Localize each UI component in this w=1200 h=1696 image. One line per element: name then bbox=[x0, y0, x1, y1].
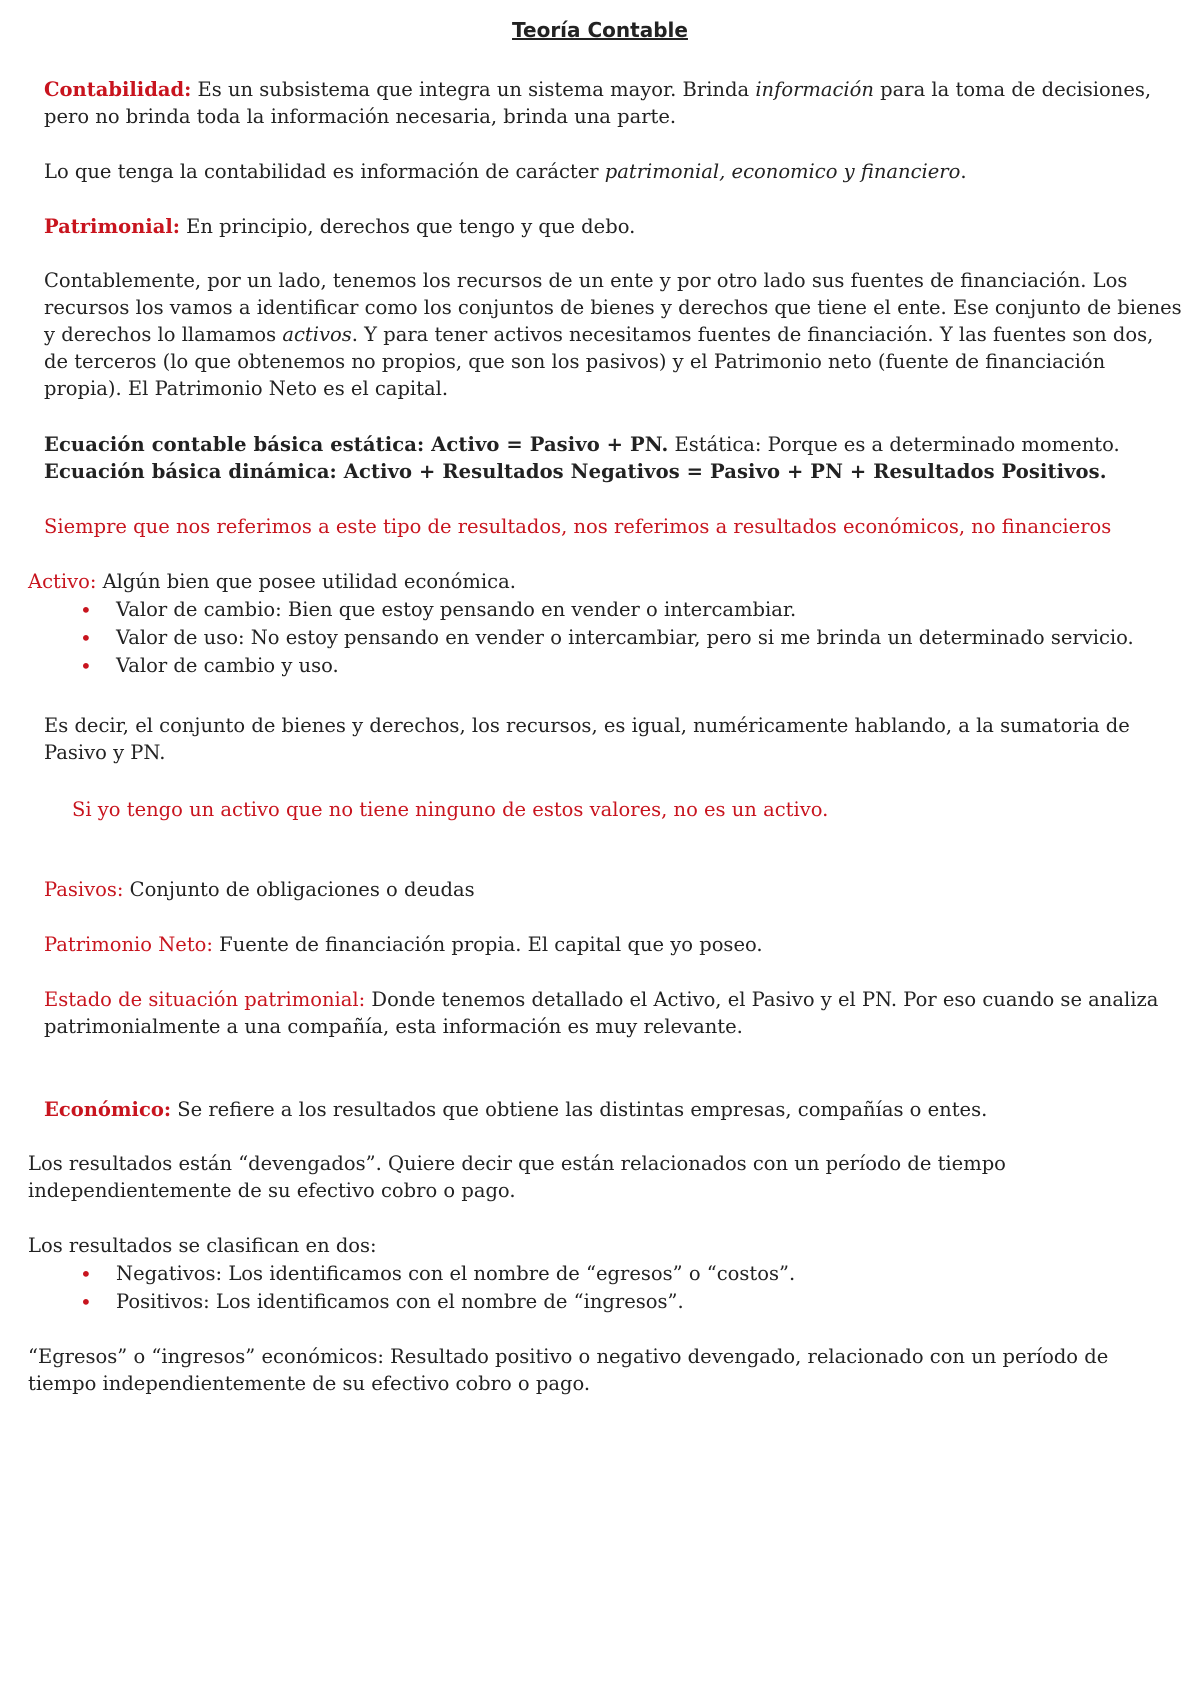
patrimonial-term: Patrimonial: bbox=[44, 215, 180, 238]
economico-text: Se refiere a los resultados que obtiene las distintas empresas, compañías o entes. bbox=[171, 1098, 988, 1121]
economico-term: Económico: bbox=[44, 1098, 172, 1121]
ecuacion-dinamica: Ecuación básica dinámica: Activo + Resultados Negativos = Pasivo + PN + Resultados Positivos. bbox=[44, 460, 1107, 483]
contabilidad-text-end: para la toma de decisiones, bbox=[873, 78, 1152, 101]
devengados-paragraph bbox=[28, 1150, 1006, 1204]
contablemente-line3: y derechos lo llamamos bbox=[44, 323, 283, 346]
contabilidad-term: Contabilidad: bbox=[44, 78, 192, 101]
contabilidad-italic: información bbox=[755, 78, 874, 101]
contablemente-line5: propia). El Patrimonio Neto es el capital. bbox=[44, 377, 449, 400]
ecuacion-estatica: Ecuación contable básica estática: Activo = Pasivo + PN. bbox=[44, 433, 669, 456]
list-item: • Positivos: Los identificamos con el nombre de “ingresos”. bbox=[80, 1288, 795, 1316]
devengados-line2: independientemente de su efectivo cobro o pago. bbox=[28, 1179, 516, 1202]
clasificacion-intro: Los resultados se clasifican en dos: bbox=[28, 1234, 377, 1257]
pasivos-text: Conjunto de obligaciones o deudas bbox=[123, 878, 475, 901]
estado-line2: patrimonialmente a una compañía, esta información es muy relevante. bbox=[44, 1015, 743, 1038]
list-item: • Valor de cambio y uso. bbox=[80, 652, 1134, 680]
estado-term: Estado de situación patrimonial: bbox=[44, 988, 366, 1011]
clasificacion-list bbox=[80, 1260, 795, 1316]
contablemente-italic: activos bbox=[282, 323, 352, 346]
contablemente-line3-end: . Y para tener activos necesitamos fuentes de financiación. Y las fuentes son dos, bbox=[351, 323, 1154, 346]
economico-paragraph bbox=[44, 1096, 987, 1123]
caracter-end: . bbox=[960, 160, 967, 183]
patrimonio-neto-term: Patrimonio Neto: bbox=[44, 933, 213, 956]
estado-text: Donde tenemos detallado el Activo, el Pasivo y el PN. Por eso cuando se analiza bbox=[365, 988, 1159, 1011]
caracter-italic: patrimonial, economico y financiero bbox=[604, 160, 961, 183]
patrimonio-neto-text: Fuente de financiación propia. El capital que yo poseo. bbox=[212, 933, 763, 956]
ecuaciones-block bbox=[44, 431, 1120, 485]
contablemente-line4: de terceros (lo que obtenemos no propios, que son los pasivos) y el Patrimonio neto (fuente de financiación bbox=[44, 350, 1106, 373]
es-decir-paragraph bbox=[44, 712, 1130, 766]
egresos-ingresos-line2: tiempo independientemente de su efectivo cobro o pago. bbox=[28, 1372, 591, 1395]
patrimonial-text: En principio, derechos que tengo y que debo. bbox=[179, 215, 636, 238]
patrimonio-neto-paragraph bbox=[44, 931, 763, 958]
contablemente-paragraph bbox=[44, 267, 1182, 402]
estado-paragraph bbox=[44, 986, 1158, 1040]
activo-term: Activo: bbox=[28, 570, 97, 593]
egresos-ingresos-paragraph bbox=[28, 1343, 1108, 1397]
list-item: • Negativos: Los identificamos con el nombre de “egresos” o “costos”. bbox=[80, 1260, 795, 1288]
pasivos-term: Pasivos: bbox=[44, 878, 124, 901]
list-item: • Valor de uso: No estoy pensando en vender o intercambiar, pero si me brinda un determinado servicio. bbox=[80, 624, 1134, 652]
devengados-line1: Los resultados están “devengados”. Quiere decir que están relacionados con un período de tiempo bbox=[28, 1152, 1006, 1175]
caracter-paragraph bbox=[44, 158, 967, 185]
contabilidad-text: Es un subsistema que integra un sistema mayor. Brinda bbox=[191, 78, 756, 101]
nota-activo: Si yo tengo un activo que no tiene ninguno de estos valores, no es un activo. bbox=[72, 798, 829, 821]
ecuacion-estatica-nota: Estática: Porque es a determinado momento. bbox=[668, 433, 1120, 456]
list-item: • Valor de cambio: Bien que estoy pensando en vender o intercambiar. bbox=[80, 596, 1134, 624]
activo-paragraph bbox=[28, 568, 516, 595]
activo-text: Algún bien que posee utilidad económica. bbox=[96, 570, 516, 593]
contablemente-line1: Contablemente, por un lado, tenemos los recursos de un ente y por otro lado sus fuentes de financiación. Los bbox=[44, 269, 1128, 292]
es-decir-line2: Pasivo y PN. bbox=[44, 741, 166, 764]
egresos-ingresos-line1: “Egresos” o “ingresos” económicos: Resultado positivo o negativo devengado, relacionado con un período de bbox=[28, 1345, 1109, 1368]
patrimonial-paragraph bbox=[44, 213, 635, 240]
contabilidad-line2: pero no brinda toda la información necesaria, brinda una parte. bbox=[44, 105, 677, 128]
caracter-text: Lo que tenga la contabilidad es información de carácter bbox=[44, 160, 605, 183]
nota-resultados: Siempre que nos referimos a este tipo de resultados, nos referimos a resultados económicos, no financieros bbox=[44, 515, 1112, 538]
page-title: Teoría Contable bbox=[512, 18, 688, 42]
contabilidad-paragraph bbox=[44, 76, 1151, 130]
es-decir-line1: Es decir, el conjunto de bienes y derechos, los recursos, es igual, numéricamente hablando, a la sumatoria de bbox=[44, 714, 1130, 737]
activo-list bbox=[80, 596, 1134, 680]
contablemente-line2: recursos los vamos a identificar como los conjuntos de bienes y derechos que tiene el ente. Ese conjunto de bienes bbox=[44, 296, 1182, 319]
pasivos-paragraph bbox=[44, 876, 475, 903]
